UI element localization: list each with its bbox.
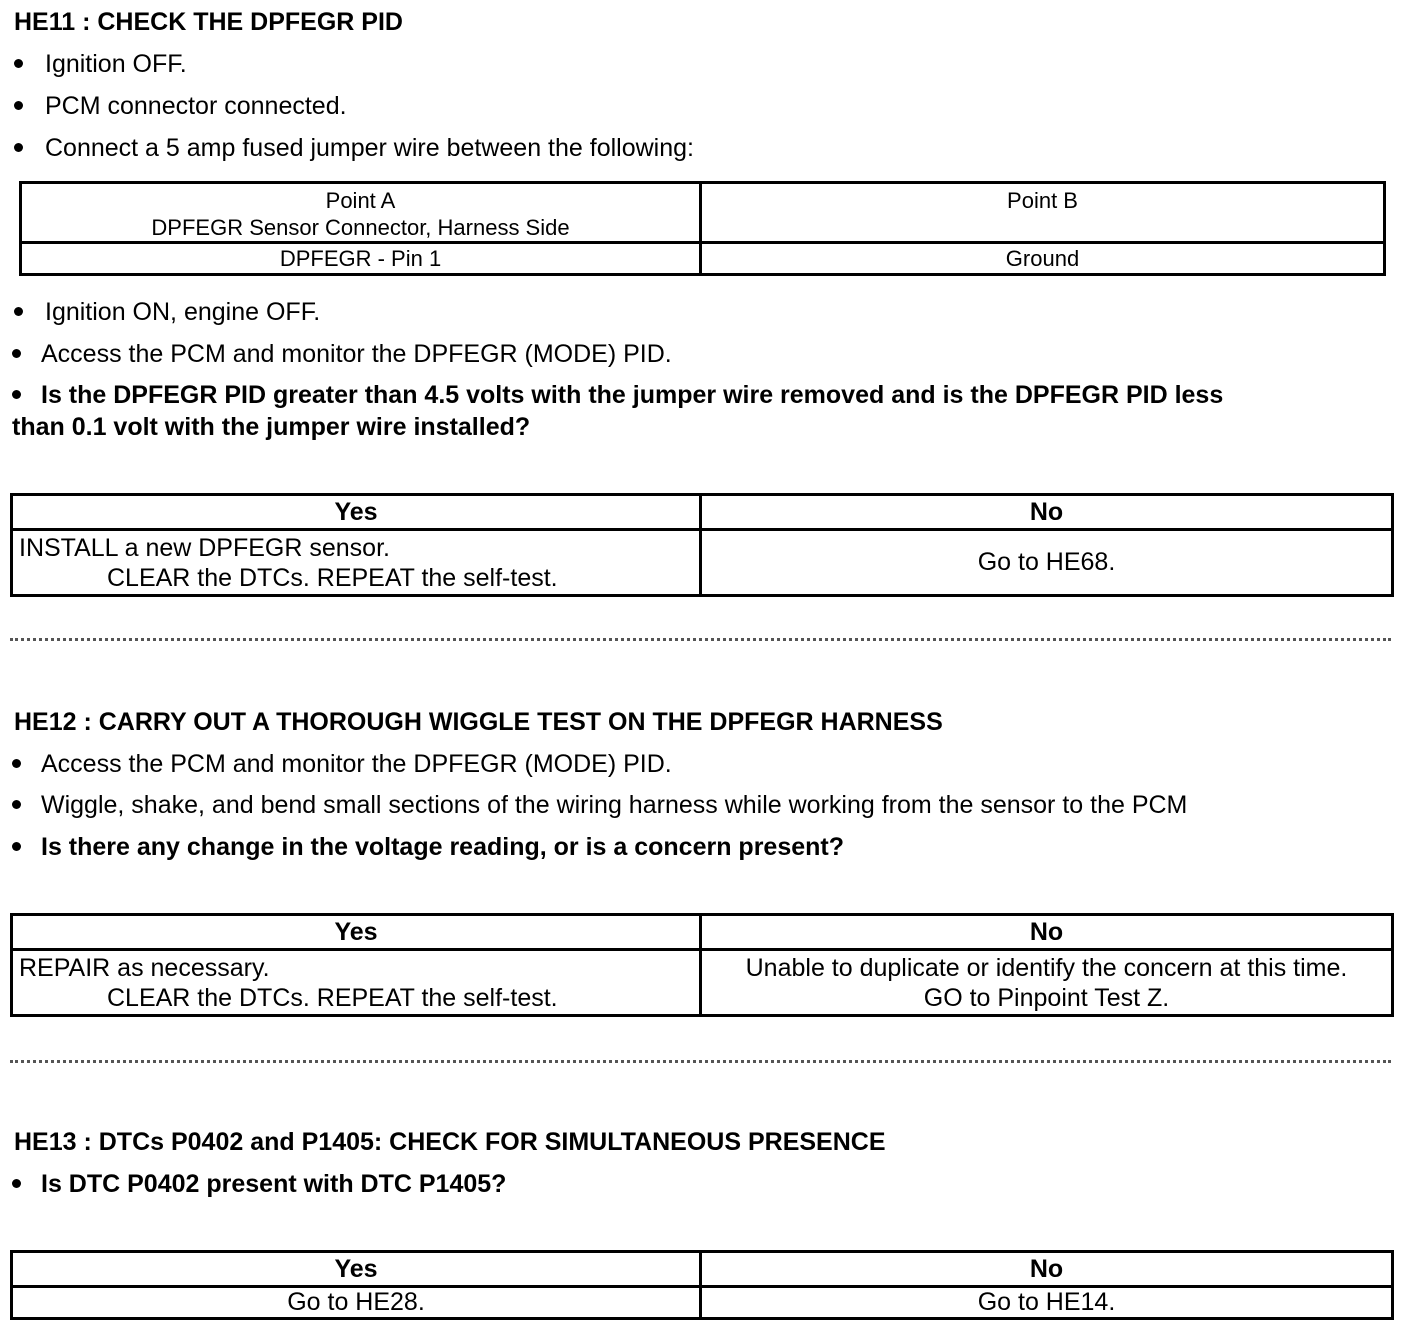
bullet-icon bbox=[12, 390, 21, 399]
he11-result-table bbox=[10, 493, 1394, 597]
section-divider bbox=[10, 1060, 1391, 1063]
bullet-icon bbox=[12, 800, 21, 809]
section-divider bbox=[10, 638, 1391, 641]
he13-heading: HE13 : DTCs P0402 and P1405: CHECK FOR SIMULTANEOUS PRESENCE bbox=[14, 1128, 886, 1156]
he11-bullet-5: Access the PCM and monitor the DPFEGR (MODE) PID. bbox=[12, 340, 672, 369]
point-a-value: DPFEGR - Pin 1 bbox=[21, 243, 701, 275]
bullet-icon bbox=[12, 759, 21, 768]
he12-question: Is there any change in the voltage reading, or is a concern present? bbox=[12, 833, 844, 862]
yes-header: Yes bbox=[12, 1252, 701, 1287]
he13-question: Is DTC P0402 present with DTC P1405? bbox=[12, 1170, 506, 1199]
no-header: No bbox=[701, 495, 1393, 530]
he11-question: Is the DPFEGR PID greater than 4.5 volts with the jumper wire removed and is the DPFEGR PID less bbox=[12, 381, 1223, 410]
bullet-icon bbox=[14, 59, 23, 68]
he12-result-table bbox=[10, 913, 1394, 1017]
he11-bullet-1: Ignition OFF. bbox=[14, 50, 187, 79]
bullet-icon bbox=[12, 349, 21, 358]
no-header: No bbox=[701, 1252, 1393, 1287]
no-cell: Go to HE68. bbox=[701, 530, 1393, 596]
he13-result-table bbox=[10, 1250, 1394, 1320]
no-header: No bbox=[701, 915, 1393, 950]
points-table bbox=[19, 181, 1386, 276]
he12-heading: HE12 : CARRY OUT A THOROUGH WIGGLE TEST ON THE DPFEGR HARNESS bbox=[14, 708, 943, 736]
he11-bullet-2: PCM connector connected. bbox=[14, 92, 347, 121]
bullet-icon bbox=[14, 101, 23, 110]
bullet-icon bbox=[12, 1179, 21, 1188]
yes-cell: REPAIR as necessary. CLEAR the DTCs. REPEAT the self-test. bbox=[12, 950, 701, 1016]
yes-cell: Go to HE28. bbox=[12, 1287, 701, 1319]
he11-bullet-4: Ignition ON, engine OFF. bbox=[14, 298, 320, 327]
bullet-icon bbox=[14, 307, 23, 316]
yes-cell: INSTALL a new DPFEGR sensor. CLEAR the DTCs. REPEAT the self-test. bbox=[12, 530, 701, 596]
yes-header: Yes bbox=[12, 915, 701, 950]
he11-heading: HE11 : CHECK THE DPFEGR PID bbox=[14, 8, 403, 36]
bullet-icon bbox=[14, 143, 23, 152]
he12-bullet-1: Access the PCM and monitor the DPFEGR (MODE) PID. bbox=[12, 750, 672, 779]
point-a-header: Point A DPFEGR Sensor Connector, Harness Side bbox=[21, 183, 701, 243]
bullet-icon bbox=[12, 842, 21, 851]
point-b-value: Ground bbox=[701, 243, 1385, 275]
no-cell: Go to HE14. bbox=[701, 1287, 1393, 1319]
yes-header: Yes bbox=[12, 495, 701, 530]
he12-bullet-2: Wiggle, shake, and bend small sections of the wiring harness while working from the sensor to the PCM bbox=[12, 791, 1187, 820]
no-cell: Unable to duplicate or identify the concern at this time. GO to Pinpoint Test Z. bbox=[701, 950, 1393, 1016]
he11-question-cont: than 0.1 volt with the jumper wire installed? bbox=[12, 413, 531, 441]
he11-bullet-3: Connect a 5 amp fused jumper wire between the following: bbox=[14, 134, 694, 163]
point-b-header: Point B bbox=[701, 183, 1385, 243]
